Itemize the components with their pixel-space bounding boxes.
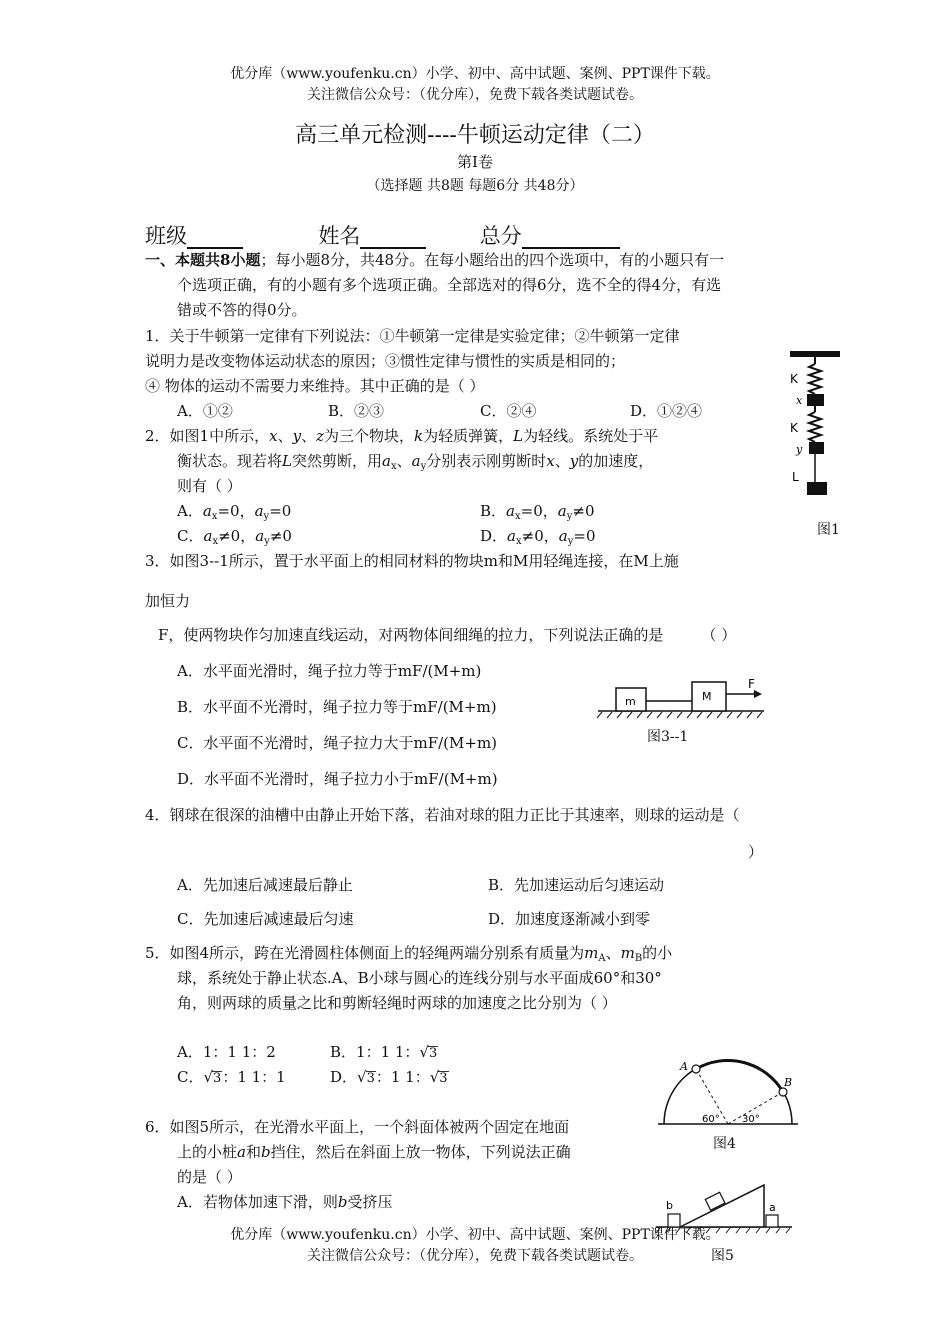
q1-option-a[interactable]: A．①② bbox=[177, 402, 233, 420]
fig5-peg-b bbox=[668, 1214, 680, 1227]
q1-line-2: 说明力是改变物体运动状态的原因；③惯性定律与惯性的实质是相同的； bbox=[145, 352, 626, 370]
section-intro-line-2: 个选项正确，有的小题有多个选项正确。全部选对的得6分，选不全的得4分，有选 bbox=[177, 276, 722, 294]
fig1-label-k1: K bbox=[790, 372, 798, 386]
figure-4-caption: 图4 bbox=[713, 1136, 736, 1152]
q2-option-b[interactable]: B．$a_x=0$，$a_y\ne 0$ bbox=[480, 502, 595, 522]
q2-line-3: 则有（ ） bbox=[177, 477, 242, 495]
block-x bbox=[807, 394, 824, 406]
figure-3-1-caption: 图3--1 bbox=[647, 729, 689, 745]
q3-option-d[interactable]: D．水平面不光滑时，绳子拉力小于mF/(M+m) bbox=[177, 770, 498, 788]
q5-option-c[interactable]: C．√3：1 1：1 bbox=[177, 1068, 286, 1086]
q5-option-d[interactable]: D．√3：1 1：√3 bbox=[330, 1068, 448, 1086]
fig5-label-b: b bbox=[666, 1199, 673, 1212]
student-info bbox=[145, 224, 620, 249]
ball-A bbox=[692, 1065, 700, 1073]
fig3-label-F: F bbox=[748, 677, 755, 691]
header-line-1: 优分库（www.youfenku.cn）小学、初中、高中试题、案例、PPT课件下载。 bbox=[230, 66, 720, 82]
class-label: 班级 bbox=[145, 224, 187, 248]
q3-option-b[interactable]: B．水平面不光滑时，绳子拉力等于mF/(M+m) bbox=[177, 698, 497, 716]
fig5-peg-a bbox=[766, 1215, 778, 1227]
q6-line-1: 6．如图5所示，在光滑水平面上，一个斜面体被两个固定在地面 bbox=[145, 1118, 570, 1136]
q1-option-d[interactable]: D．①②④ bbox=[630, 402, 703, 420]
q5-line-2: 球，系统处于静止状态.A、B小球与圆心的连线分别与水平面成60°和30° bbox=[177, 969, 662, 987]
name-blank[interactable] bbox=[360, 227, 426, 249]
figure-1-spring-system bbox=[780, 346, 850, 506]
q1-option-b[interactable]: B．②③ bbox=[328, 402, 385, 420]
q5-option-a[interactable]: A．1：1 1：2 bbox=[177, 1043, 276, 1061]
q5-line-3: 角，则两球的质量之比和剪断轻绳时两球的加速度之比分别为（ ） bbox=[177, 994, 617, 1012]
q5-line-1: 5．如图4所示，跨在光滑圆柱体侧面上的轻绳两端分别系有质量为$m_A$、$m_B$的小 bbox=[145, 944, 673, 964]
figure-5-caption: 图5 bbox=[711, 1248, 734, 1264]
q2-line-2: 衡状态。现若将L突然剪断，用$a_x$、$a_y$分别表示刚剪断时x、y的加速度， bbox=[177, 452, 654, 472]
q4-line-1: 4．钢球在很深的油槽中由静止开始下落，若油对球的阻力正比于其速率，则球的运动是（ bbox=[145, 806, 740, 824]
fig1-label-L: L bbox=[792, 470, 799, 484]
q3-option-a[interactable]: A．水平面光滑时，绳子拉力等于mF/(M+m) bbox=[177, 662, 482, 680]
fig4-label-B: B bbox=[784, 1076, 793, 1089]
block-z bbox=[807, 482, 827, 495]
figure-4-cylinder bbox=[652, 1050, 802, 1130]
q5-option-b[interactable]: B．1：1 1：√3 bbox=[330, 1043, 438, 1061]
footer-line-1: 优分库（www.youfenku.cn）小学、初中、高中试题、案例、PPT课件下载。 bbox=[230, 1227, 720, 1243]
fig4-label-30: 30° bbox=[742, 1114, 760, 1125]
volume-note: （选择题 共8题 每题6分 共48分） bbox=[366, 178, 584, 194]
q3-option-c[interactable]: C．水平面不光滑时，绳子拉力大于mF/(M+m) bbox=[177, 734, 498, 752]
fig4-label-A: A bbox=[680, 1060, 688, 1073]
block-y bbox=[809, 442, 824, 454]
fig1-label-y: y bbox=[796, 443, 803, 456]
fig3-label-m: m bbox=[625, 695, 636, 708]
q4-option-b[interactable]: B．先加速运动后匀速运动 bbox=[488, 876, 665, 894]
section-intro-line-3: 错或不答的得0分。 bbox=[177, 301, 307, 319]
q4-option-a[interactable]: A．先加速后减速最后静止 bbox=[177, 876, 353, 894]
section-heading: 一、本题共8小题 bbox=[145, 251, 261, 269]
figure-1-caption: 图1 bbox=[817, 522, 840, 538]
header-line-2: 关注微信公众号：（优分库），免费下载各类试题试卷。 bbox=[307, 87, 643, 103]
q6-line-2: 上的小桩a和b挡住，然后在斜面上放一物体，下列说法正确 bbox=[177, 1143, 571, 1161]
q6-option-a[interactable]: A．若物体加速下滑，则b受挤压 bbox=[177, 1193, 393, 1211]
q2-option-a[interactable]: A．$a_x=0$，$a_y=0$ bbox=[177, 502, 292, 522]
fig1-label-x: x bbox=[796, 394, 803, 407]
q4-option-d[interactable]: D．加速度逐渐减小到零 bbox=[488, 910, 651, 928]
score-blank[interactable] bbox=[522, 227, 620, 249]
page-title: 高三单元检测----牛顿运动定律（二） bbox=[295, 123, 655, 148]
ceiling bbox=[790, 351, 840, 357]
q1-line-3: ④ 物体的运动不需要力来维持。其中正确的是（ ） bbox=[145, 377, 485, 395]
footer-line-2: 关注微信公众号：（优分库），免费下载各类试题试卷。 bbox=[307, 1248, 643, 1264]
q6-line-3: 的是（ ） bbox=[177, 1168, 242, 1186]
q2-option-d[interactable]: D．$a_x\ne 0$，$a_y=0$ bbox=[480, 527, 596, 547]
q4-line-2: ） bbox=[748, 843, 764, 861]
score-label: 总分 bbox=[479, 224, 522, 248]
figure-3-1-blocks bbox=[594, 674, 770, 720]
name-label: 姓名 bbox=[318, 224, 361, 248]
q3-answer-paren: （ ） bbox=[701, 626, 737, 644]
q3-line-1: 3．如图3--1所示，置于水平面上的相同材料的物块m和M用轻绳连接，在M上施 bbox=[145, 552, 679, 570]
section-intro-line-1: 一、本题共8小题；每小题8分，共48分。在每小题给出的四个选项中，有的小题只有一 bbox=[145, 251, 725, 269]
fig5-label-a: a bbox=[769, 1201, 776, 1214]
ball-B bbox=[779, 1088, 787, 1096]
volume-label: 第Ⅰ卷 bbox=[457, 153, 493, 171]
class-blank[interactable] bbox=[187, 227, 243, 249]
q1-line-1: 1．关于牛顿第一定律有下列说法：①牛顿第一定律是实验定律；②牛顿第一定律 bbox=[145, 327, 680, 345]
fig4-label-60: 60° bbox=[702, 1114, 720, 1125]
fig4-rope bbox=[696, 1061, 783, 1092]
q3-line-2: 加恒力 bbox=[145, 592, 191, 610]
fig1-label-k2: K bbox=[790, 421, 798, 435]
q2-option-c[interactable]: C．$a_x\ne 0$，$a_y\ne 0$ bbox=[177, 527, 292, 547]
spring-top bbox=[809, 364, 821, 394]
q1-option-c[interactable]: C．②④ bbox=[480, 402, 537, 420]
fig3-label-M: M bbox=[702, 690, 712, 703]
fig5-wedge bbox=[680, 1185, 764, 1227]
spring-bottom bbox=[809, 412, 821, 442]
q2-line-1: 2．如图1中所示，x、y、z为三个物块，k为轻质弹簧，L为轻线。系统处于平 bbox=[145, 427, 659, 445]
q3-line-3: F，使两物块作匀加速直线运动，对两物体间细绳的拉力，下列说法正确的是 （ ） bbox=[158, 626, 737, 644]
q4-option-c[interactable]: C．先加速后减速最后匀速 bbox=[177, 910, 354, 928]
